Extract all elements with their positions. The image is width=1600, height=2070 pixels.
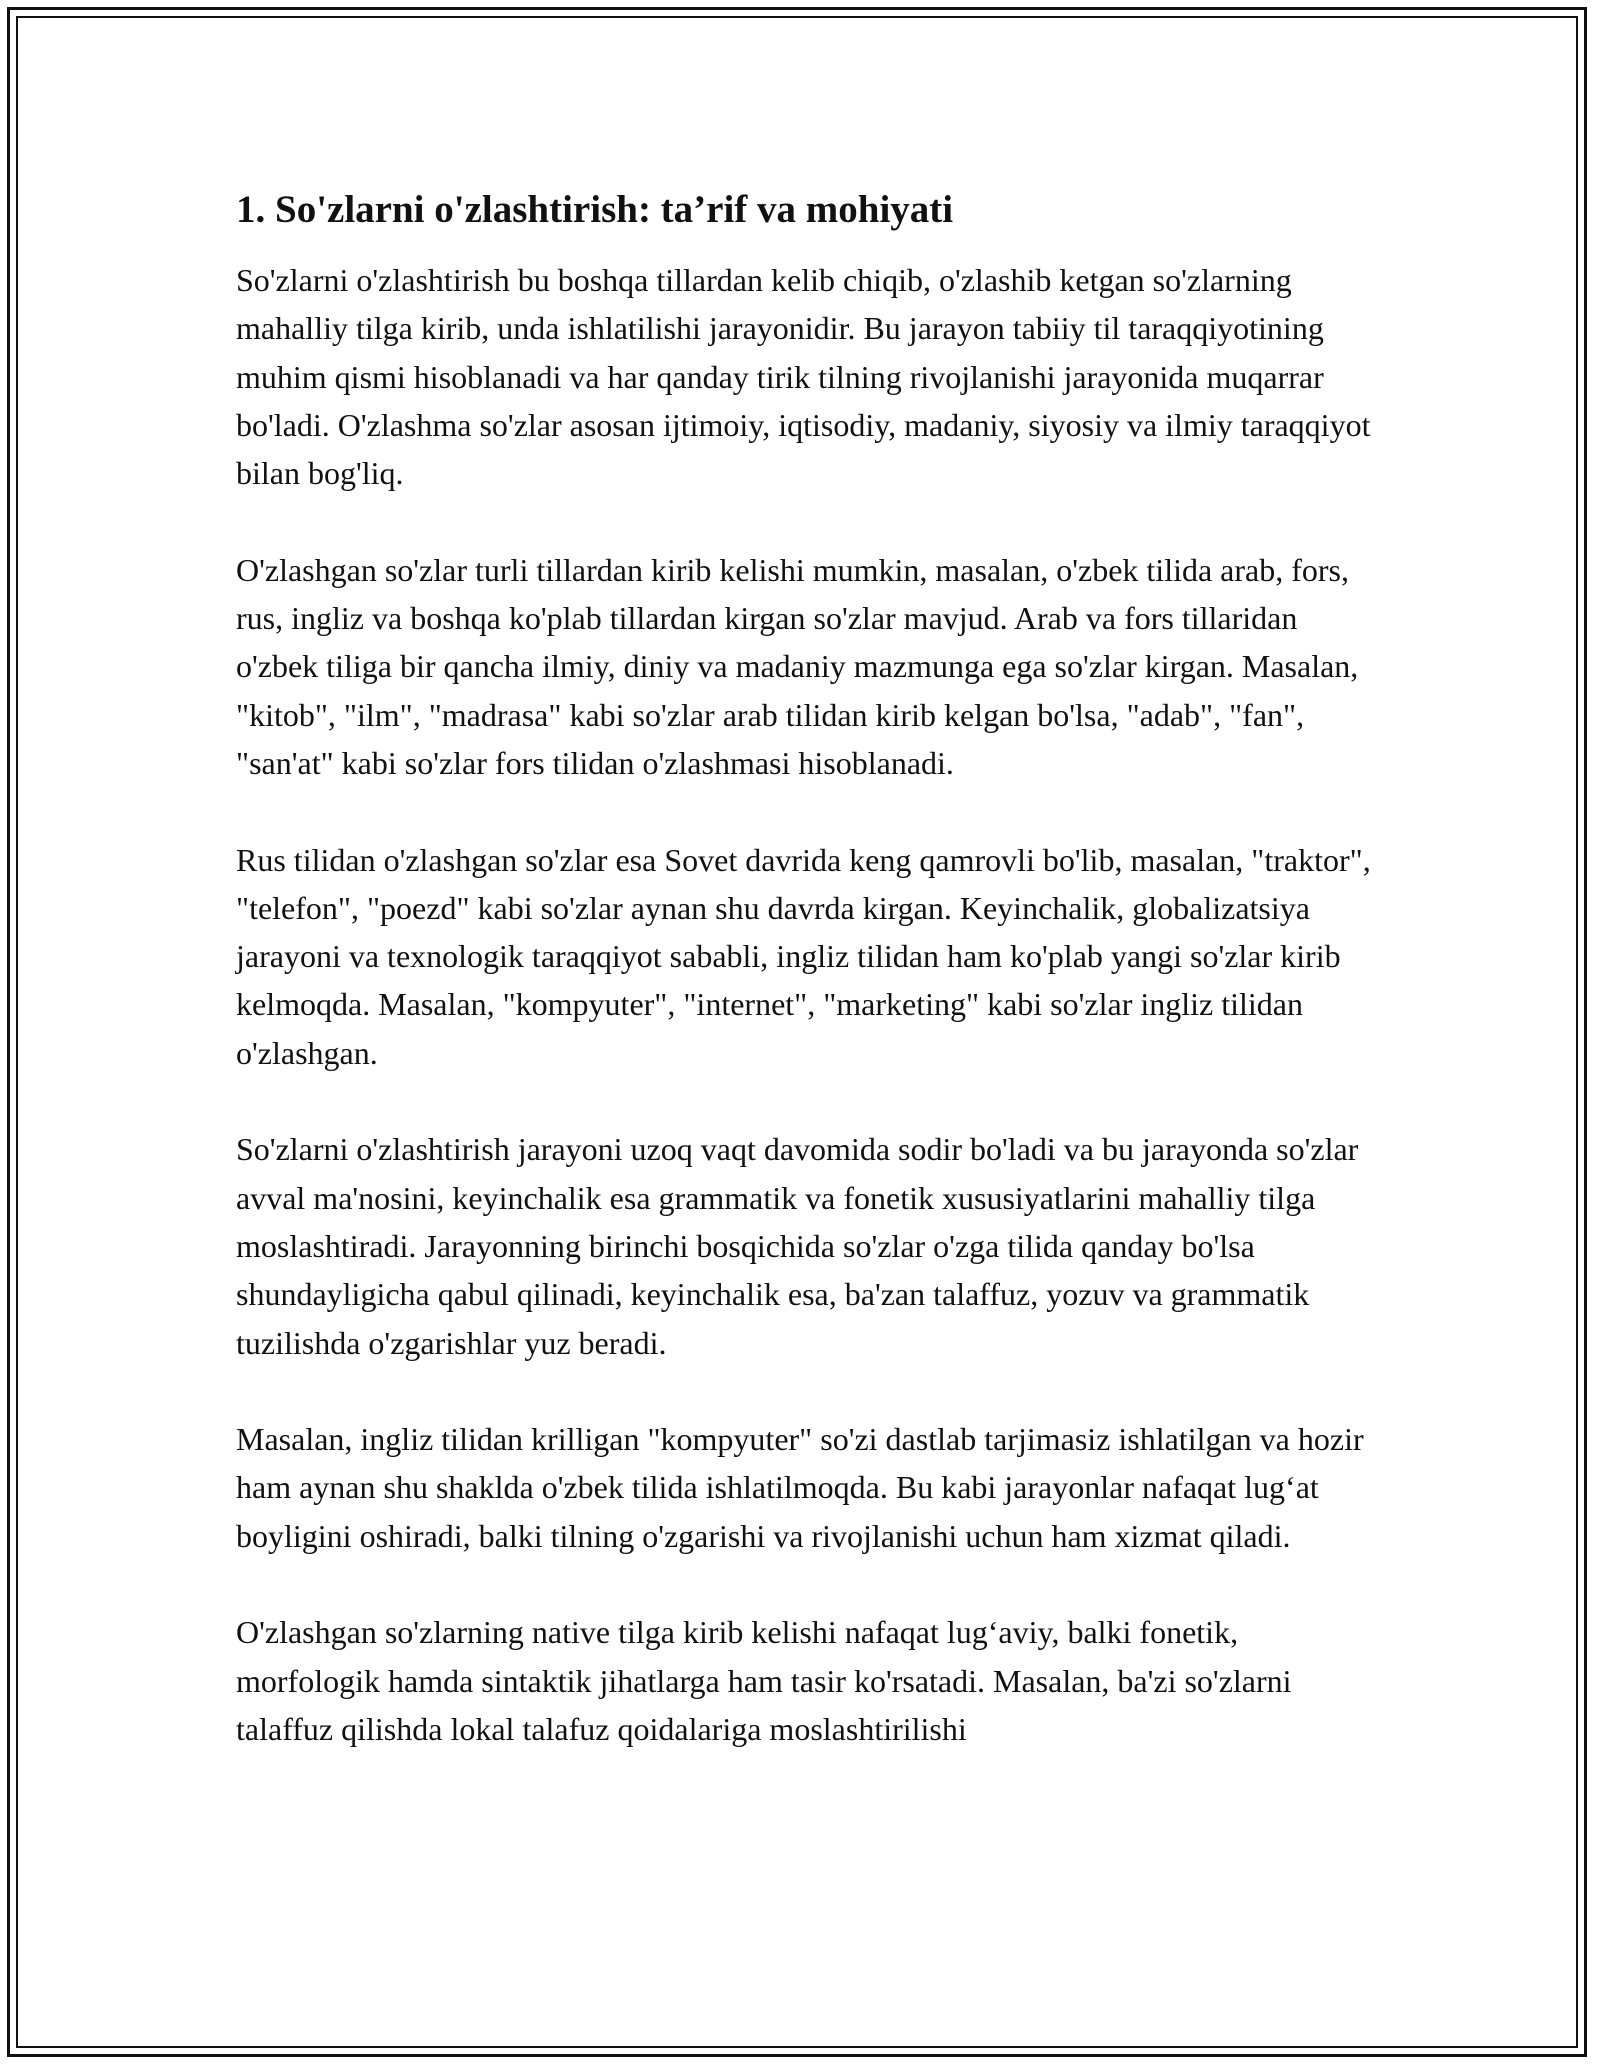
- document-body: [236, 186, 1376, 1753]
- paragraph-5: Masalan, ingliz tilidan krilligan "kompyuter" so'zi dastlab tarjimasiz ishlatilgan va hozir ham aynan shu shaklda o'zbek tilida ishlatilmoqda. Bu kabi jarayonlar nafaqat lug‘at boyligini oshiradi, balki tilning o'zgarishi va rivojlanishi uchun ham xizmat qiladi.: [236, 1421, 1364, 1554]
- paragraph-1: So'zlarni o'zlashtirish bu boshqa tillardan kelib chiqib, o'zlashib ketgan so'zlarning mahalliy tilga kirib, unda ishlatilishi jarayonidir. Bu jarayon tabiiy til taraqqiyotining muhim qismi hisoblanadi va har qanday tirik tilning rivojlanishi jarayonida muqarrar bo'ladi. O'zlashma so'zlar asosan ijtimoiy, iqtisodiy, madaniy, siyosiy va ilmiy taraqqiyot bilan bog'liq.: [236, 262, 1371, 492]
- paragraph-3: Rus tilidan o'zlashgan so'zlar esa Sovet davrida keng qamrovli bo'lib, masalan, "traktor", "telefon", "poezd" kabi so'zlar aynan shu davrda kirgan. Keyinchalik, globalizatsiya jarayoni va texnologik taraqqiyot sababli, ingliz tilidan ham ko'plab yangi so'zlar kirib kelmoqda. Masalan, "kompyuter", "internet", "marketing" kabi so'zlar ingliz tilidan o'zlashgan.: [236, 841, 1371, 1071]
- paragraph-2: O'zlashgan so'zlar turli tillardan kirib kelishi mumkin, masalan, o'zbek tilida arab, fors, rus, ingliz va boshqa ko'plab tillardan kirgan so'zlar mavjud. Arab va fors tillaridan o'zbek tiliga bir qancha ilmiy, diniy va madaniy mazmunga ega so'zlar kirgan. Masalan, "kitob", "ilm", "madrasa" kabi so'zlar arab tilidan kirib kelgan bo'lsa, "adab", "fan", "san'at" kabi so'zlar fors tilidan o'zlashmasi hisoblanadi.: [236, 551, 1359, 781]
- paragraph-6: O'zlashgan so'zlarning native tilga kirib kelishi nafaqat lug‘aviy, balki fonetik, morfologik hamda sintaktik jihatlarga ham tasir ko'rsatadi. Masalan, ba'zi so'zlarni talaffuz qilishda lokal talafuz qoidalariga moslashtirilishi: [236, 1614, 1292, 1747]
- section-heading: 1. So'zlarni o'zlashtirish: ta’rif va mohiyati: [236, 188, 954, 231]
- paragraph-4: So'zlarni o'zlashtirish jarayoni uzoq vaqt davomida sodir bo'ladi va bu jarayonda so'zlar avval ma'nosini, keyinchalik esa grammatik va fonetik xususiyatlarini mahalliy tilga moslashtiradi. Jarayonning birinchi bosqichida so'zlar o'zga tilida qanday bo'lsa shundayligicha qabul qilinadi, keyinchalik esa, ba'zan talaffuz, yozuv va grammatik tuzilishda o'zgarishlar yuz beradi.: [236, 1131, 1359, 1361]
